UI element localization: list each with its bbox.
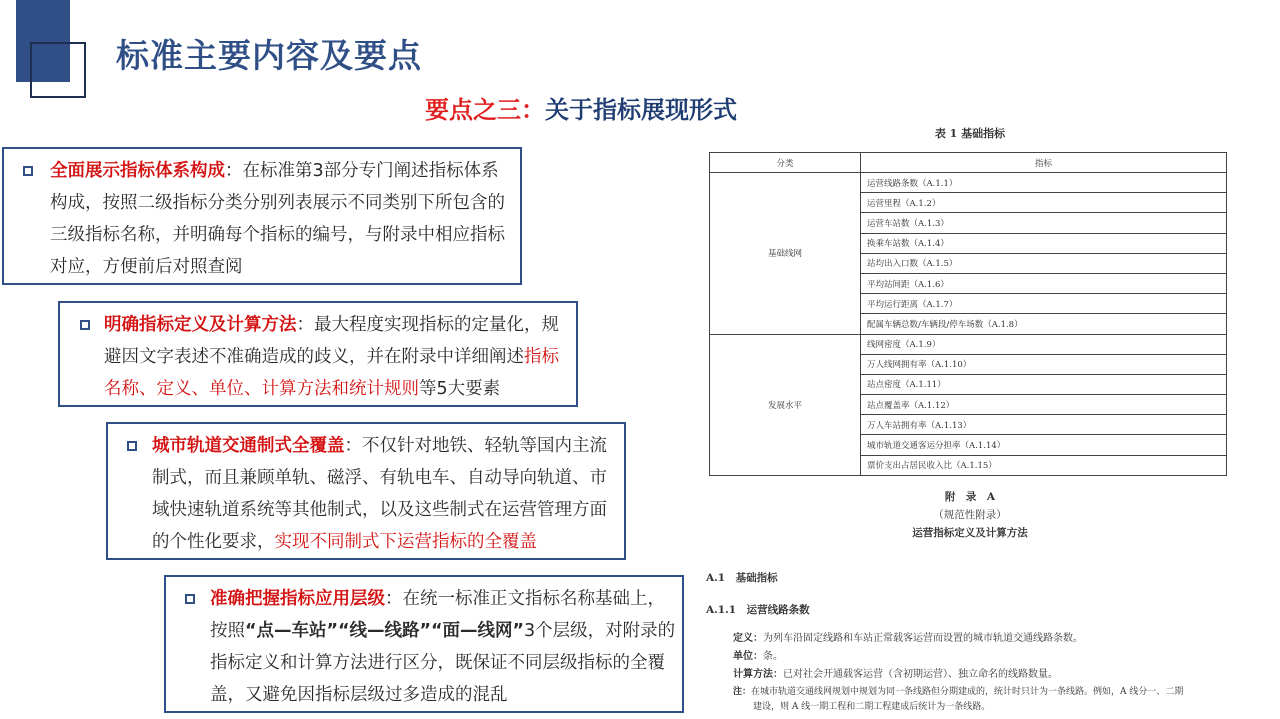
indicator-cell: 城市轨道交通客运分担率（A.1.14） — [861, 435, 1227, 455]
indicator-cell: 平均运行距离（A.1.7） — [861, 294, 1227, 314]
indicator-cell: 万人车站拥有率（A.1.13） — [861, 415, 1227, 435]
point-box-1 — [2, 147, 522, 285]
table-header-row — [710, 153, 1227, 173]
subtitle-prefix: 要点之三： — [425, 96, 545, 124]
point-head-1: 全面展示指标体系构成 — [50, 161, 225, 181]
note-line-2: 建设，则 A 线一期工程和二期工程建成后统计为一条线路。 — [753, 702, 991, 712]
indicator-cell: 运营里程（A.1.2） — [861, 193, 1227, 213]
checkbox-square-icon — [23, 166, 33, 176]
definition-line: 定义：为列车沿固定线路和车站正常载客运营而设置的城市轨道交通线路条数。 — [733, 633, 1083, 644]
point-head-4: 准确把握指标应用层级 — [210, 589, 385, 609]
indicator-cell: 运营车站数（A.1.3） — [861, 213, 1227, 233]
category-cell: 基础线网 — [710, 173, 861, 335]
note-line: 注：在城市轨道交通线网规划中规划为同一条线路但分期建成的，统计时只计为一条线路。例如，A 线分一、二期 — [733, 687, 1184, 697]
indicator-cell: 站点覆盖率（A.1.12） — [861, 395, 1227, 415]
point-box-4 — [164, 575, 684, 713]
indicator-cell: 万人线网拥有率（A.1.10） — [861, 354, 1227, 374]
point-box-2 — [58, 301, 578, 407]
decor-outline — [30, 42, 86, 98]
appendix-subtitle: 运营指标定义及计算方法 — [912, 527, 1028, 539]
col-indicator-header: 指标 — [861, 153, 1227, 173]
appendix-note: （规范性附录） — [933, 509, 1007, 521]
section-a1: A.1 基础指标 — [706, 572, 778, 584]
subtitle-rest: 关于指标展现形式 — [545, 96, 737, 124]
indicator-cell: 换乘车站数（A.1.4） — [861, 233, 1227, 253]
basic-indicator-table — [709, 152, 1227, 476]
indicator-cell: 站点密度（A.1.11） — [861, 374, 1227, 394]
checkbox-square-icon — [185, 594, 195, 604]
category-cell: 发展水平 — [710, 334, 861, 475]
point-text-1: 全面展示指标体系构成：在标准第3部分专门阐述指标体系构成，按照二级指标分类分别列表展示不同类别下所包含的三级指标名称，并明确每个指标的编号，与附录中相应指标对应，方便前后对照查阅 — [50, 161, 505, 277]
indicator-cell: 线网密度（A.1.9） — [861, 334, 1227, 354]
point-box-3 — [106, 422, 626, 560]
indicator-cell: 票价支出占居民收入比（A.1.15） — [861, 455, 1227, 475]
calc-method-line: 计算方法：已对社会开通载客运营（含初期运营）、独立命名的线路数量。 — [733, 669, 1058, 680]
standard-document-excerpt — [700, 115, 1240, 719]
indicator-cell: 运营线路条数（A.1.1） — [861, 173, 1227, 193]
point-text-4: 准确把握指标应用层级：在统一标准正文指标名称基础上，按照“点—车站”“线—线路”“面—线网”3个层级，对附录的指标定义和计算方法进行区分，既保证不同层级指标的全覆盖，又避免因指标层级过多造成的混乱 — [210, 589, 676, 705]
section-a11: A.1.1 运营线路条数 — [706, 604, 810, 616]
point-text-3: 城市轨道交通制式全覆盖：不仅针对地铁、轻轨等国内主流制式，而且兼顾单轨、磁浮、有轨电车、自动导向轨道、市域快速轨道系统等其他制式，以及这些制式在运营管理方面的个性化要求，实现不同制式下运营指标的全覆盖 — [152, 436, 607, 552]
indicator-cell: 站均出入口数（A.1.5） — [861, 253, 1227, 273]
unit-line: 单位：条。 — [733, 651, 783, 662]
point-head-2: 明确指标定义及计算方法 — [104, 315, 297, 335]
checkbox-square-icon — [127, 441, 137, 451]
table-caption: 表 1 基础指标 — [934, 127, 1006, 140]
checkbox-square-icon — [80, 320, 90, 330]
section-subtitle — [425, 90, 737, 125]
indicator-cell: 配属车辆总数/车辆段/停车场数（A.1.8） — [861, 314, 1227, 334]
table-row — [710, 173, 1227, 193]
page-title: 标准主要内容及要点 — [116, 36, 422, 75]
col-category-header: 分类 — [710, 153, 861, 173]
appendix-title: 附 录 A — [944, 491, 996, 503]
indicator-cell: 平均站间距（A.1.6） — [861, 273, 1227, 293]
table-row — [710, 334, 1227, 354]
point-text-2: 明确指标定义及计算方法：最大程度实现指标的定量化，规避因文字表述不准确造成的歧义，并在附录中详细阐述指标名称、定义、单位、计算方法和统计规则等5大要素 — [104, 315, 559, 399]
point-head-3: 城市轨道交通制式全覆盖 — [152, 436, 345, 456]
